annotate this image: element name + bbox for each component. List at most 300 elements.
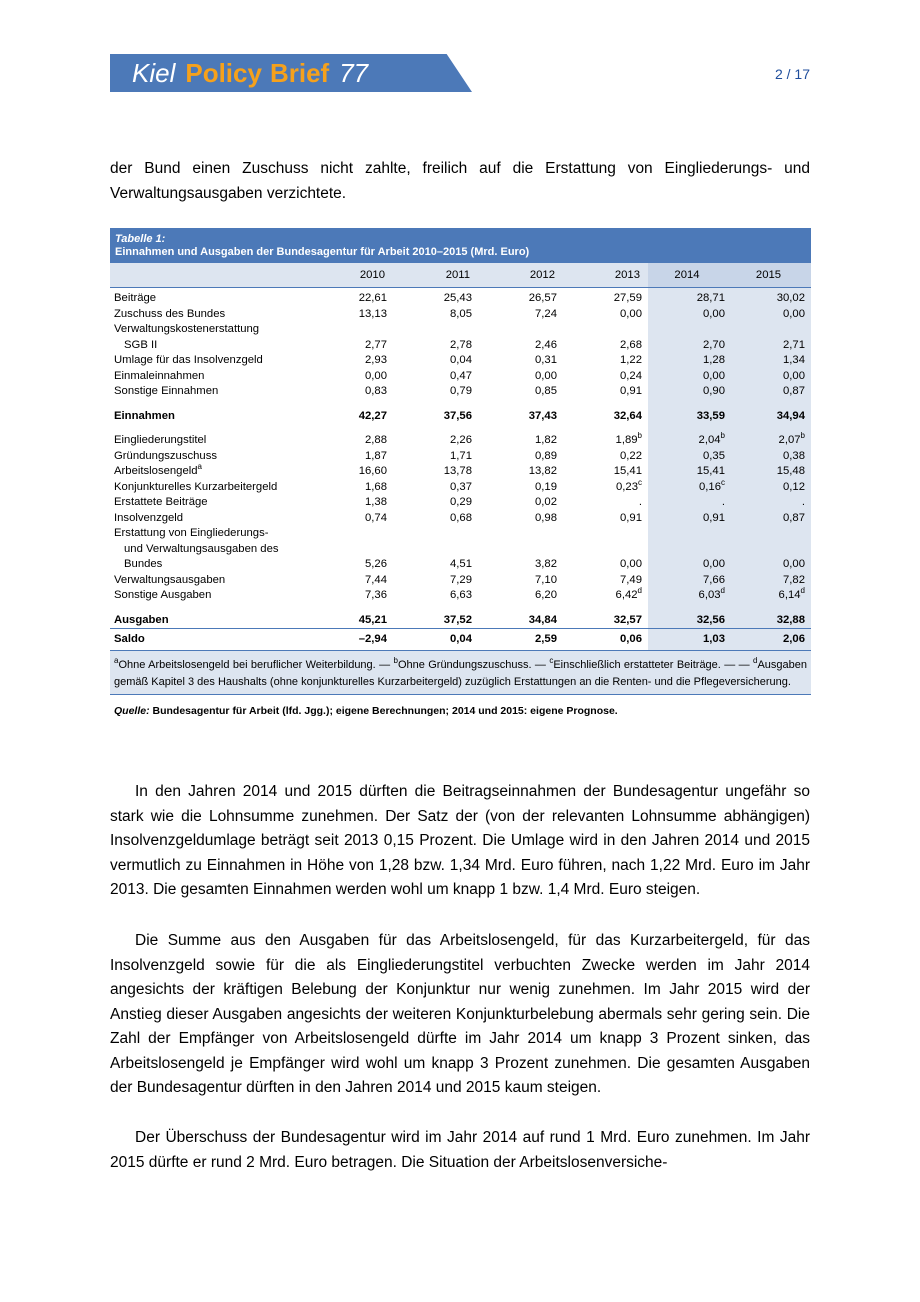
row-label-text: Sonstige Ausgaben bbox=[114, 589, 212, 601]
header-year: 2013 bbox=[563, 263, 648, 288]
value-text: 3,82 bbox=[535, 558, 557, 570]
value-text: 7,82 bbox=[783, 573, 805, 586]
row-label bbox=[110, 526, 308, 542]
value-cell bbox=[478, 449, 563, 465]
spacer-cell bbox=[308, 604, 393, 613]
value-cell bbox=[731, 588, 811, 604]
value-text: –2,94 bbox=[358, 632, 387, 645]
table-row bbox=[110, 449, 811, 465]
footnote-mark: b bbox=[720, 431, 725, 440]
brand-word-kiel: Kiel bbox=[132, 58, 176, 88]
row-label bbox=[110, 573, 308, 589]
value-cell bbox=[478, 307, 563, 323]
value-cell bbox=[308, 542, 393, 558]
value-cell bbox=[731, 433, 811, 449]
value-cell bbox=[648, 384, 731, 400]
value-cell bbox=[308, 480, 393, 496]
value-cell bbox=[731, 384, 811, 400]
value-text: . bbox=[638, 496, 642, 508]
value-cell bbox=[478, 384, 563, 400]
value-text: 0,22 bbox=[620, 449, 642, 462]
value-text: 0,74 bbox=[365, 511, 387, 524]
value-text: 7,66 bbox=[703, 573, 725, 586]
value-cell bbox=[478, 573, 563, 589]
row-label bbox=[110, 384, 308, 400]
row-spacer bbox=[110, 424, 811, 433]
row-label bbox=[110, 480, 308, 496]
table-row bbox=[110, 573, 811, 589]
table-header-row bbox=[110, 263, 811, 288]
value-text: 0,00 bbox=[620, 307, 642, 320]
value-cell bbox=[648, 288, 731, 307]
value-text: 0,00 bbox=[703, 558, 725, 570]
value-text: 7,36 bbox=[365, 589, 387, 601]
spacer-cell bbox=[563, 400, 648, 409]
brand-logo bbox=[132, 56, 368, 90]
footnote-mark: b bbox=[393, 656, 398, 665]
value-cell bbox=[731, 288, 811, 307]
value-text: 0,91 bbox=[620, 511, 642, 524]
footnote-mark: d bbox=[800, 586, 805, 595]
spacer-cell bbox=[110, 400, 308, 409]
value-text: 0,00 bbox=[535, 369, 557, 382]
value-cell bbox=[731, 480, 811, 496]
value-cell bbox=[563, 464, 648, 480]
value-cell bbox=[478, 613, 563, 629]
brand-issue-number: 77 bbox=[339, 58, 369, 88]
value-text: 0,00 bbox=[783, 558, 805, 570]
value-text: 2,06 bbox=[783, 632, 805, 645]
spacer-cell bbox=[648, 604, 731, 613]
spacer-cell bbox=[110, 604, 308, 613]
value-cell bbox=[478, 480, 563, 496]
value-text: 0,79 bbox=[450, 385, 472, 397]
table-row bbox=[110, 511, 811, 527]
row-label bbox=[110, 542, 308, 558]
page-number: 2 / 17 bbox=[774, 66, 810, 82]
value-cell bbox=[731, 322, 811, 338]
value-text: 2,78 bbox=[450, 338, 472, 351]
value-cell bbox=[308, 629, 393, 651]
value-cell bbox=[478, 338, 563, 354]
table-row bbox=[110, 588, 811, 604]
footnote-mark: b bbox=[637, 431, 642, 440]
value-text: 37,43 bbox=[528, 409, 557, 422]
value-cell bbox=[393, 526, 478, 542]
value-text: 7,10 bbox=[535, 573, 557, 586]
value-cell bbox=[731, 557, 811, 573]
value-text: 28,71 bbox=[696, 292, 725, 304]
value-cell bbox=[731, 369, 811, 385]
value-text: 1,68 bbox=[365, 480, 387, 493]
value-text: 42,27 bbox=[358, 409, 387, 422]
value-text: 2,68 bbox=[620, 338, 642, 351]
value-cell bbox=[648, 613, 731, 629]
value-cell bbox=[393, 288, 478, 307]
value-text: 0,04 bbox=[450, 354, 472, 366]
row-label-text: Erstattete Beiträge bbox=[114, 496, 208, 508]
table-title-block bbox=[110, 228, 811, 263]
value-text: 0,91 bbox=[620, 385, 642, 397]
value-text: 0,00 bbox=[783, 307, 805, 320]
row-label-text: Verwaltungskostenerstattung bbox=[114, 323, 260, 335]
body-paragraph: Die Summe aus den Ausgaben für das Arbeitslosengeld, für das Kurzarbeitergeld, für das Insolvenzgeld sowie für die als Eingliederungstitel verbuchten Zwecke werden im Jahr 2014 angesichts der kräftigen Belebung der Konjunktur nur wenig zunehmen. Im Jahr 2015 wird der Anstieg dieser Ausgaben angesichts der weiteren Konjunkturbelebung abermals sehr gering sein. Die Zahl der Empfänger von Arbeitslosengeld dürfte im Jahr 2014 um knapp 3 Prozent sinken, das Arbeitslosengeld je Empfänger wird wohl um knapp 3 Prozent zunehmen. Die gesamten Ausgaben der Bundesagentur dürften in den Jahren 2014 und 2015 kaum steigen. bbox=[110, 932, 810, 1096]
table-row bbox=[110, 613, 811, 629]
row-spacer bbox=[110, 604, 811, 613]
header-year: 2014 bbox=[648, 263, 731, 288]
value-cell bbox=[648, 573, 731, 589]
value-cell bbox=[731, 629, 811, 651]
value-cell bbox=[308, 409, 393, 425]
value-cell bbox=[563, 613, 648, 629]
value-cell bbox=[563, 542, 648, 558]
spacer-cell bbox=[308, 400, 393, 409]
value-cell bbox=[563, 557, 648, 573]
value-text: 0,02 bbox=[535, 496, 557, 508]
value-text: 2,71 bbox=[783, 338, 805, 351]
row-label bbox=[110, 511, 308, 527]
value-text: 2,77 bbox=[365, 338, 387, 351]
value-text: 1,28 bbox=[703, 354, 725, 366]
row-label bbox=[110, 409, 308, 425]
footnote-mark: c bbox=[549, 656, 554, 665]
row-label bbox=[110, 495, 308, 511]
row-label-text: Ausgaben bbox=[114, 613, 169, 626]
header-year: 2015 bbox=[731, 263, 811, 288]
value-text: 0,91 bbox=[703, 511, 725, 524]
value-cell bbox=[478, 542, 563, 558]
value-text: 0,00 bbox=[365, 369, 387, 382]
value-cell bbox=[563, 322, 648, 338]
value-cell bbox=[731, 511, 811, 527]
value-cell bbox=[393, 495, 478, 511]
row-label-text: Beiträge bbox=[114, 292, 157, 304]
footnote-text: Ohne Gründungszuschuss. — bbox=[397, 659, 546, 671]
value-cell bbox=[308, 573, 393, 589]
value-text: 6,03 bbox=[698, 589, 721, 601]
spacer-cell bbox=[563, 424, 648, 433]
value-text: 34,84 bbox=[528, 613, 557, 626]
value-text: 1,34 bbox=[783, 354, 805, 366]
value-cell bbox=[308, 495, 393, 511]
value-cell bbox=[563, 307, 648, 323]
value-text: 0,23 bbox=[616, 480, 638, 493]
table-row bbox=[110, 629, 811, 651]
value-cell bbox=[478, 588, 563, 604]
body-paragraph: Der Überschuss der Bundesagentur wird im Jahr 2014 auf rund 1 Mrd. Euro zunehmen. Im Jahr 2015 dürfte er rund 2 Mrd. Euro betragen. Die Situation der Arbeitslosenversiche- bbox=[110, 1129, 810, 1171]
value-cell bbox=[308, 369, 393, 385]
value-cell bbox=[393, 384, 478, 400]
table-row bbox=[110, 526, 811, 542]
value-text: 45,21 bbox=[358, 613, 387, 626]
value-cell bbox=[563, 449, 648, 465]
spacer-cell bbox=[478, 604, 563, 613]
value-cell bbox=[648, 526, 731, 542]
value-cell bbox=[563, 629, 648, 651]
row-label-text: Erstattung von Eingliederungs- bbox=[114, 527, 269, 539]
value-cell bbox=[563, 526, 648, 542]
value-cell bbox=[563, 573, 648, 589]
value-cell bbox=[393, 409, 478, 425]
table-row bbox=[110, 338, 811, 354]
value-text: 6,20 bbox=[535, 589, 557, 601]
table-row bbox=[110, 409, 811, 425]
value-text: 0,00 bbox=[783, 369, 805, 382]
value-cell bbox=[648, 322, 731, 338]
value-cell bbox=[478, 353, 563, 369]
value-text: 2,04 bbox=[698, 434, 721, 446]
value-text: 1,87 bbox=[365, 449, 387, 462]
header-year: 2010 bbox=[308, 263, 393, 288]
value-cell bbox=[648, 338, 731, 354]
value-cell bbox=[393, 369, 478, 385]
row-label bbox=[110, 449, 308, 465]
row-label-text: Arbeitslosengeld bbox=[114, 465, 198, 477]
value-cell bbox=[393, 338, 478, 354]
value-cell bbox=[648, 588, 731, 604]
table-footnotes: $^a$Ohne Arbeitslosengeld bei beruflicher Weiterbildung. — $^b$Ohne Gründungszuschuss. — $^c$Einschließlich erstatteter Beiträge. — — $^d$Ausgaben gemäß Kapitel 3 des Haushalts (ohne konjunkturelles Kurzarbeitergeld) zuzüglich Erstattungen an die Renten- und die Pflegeversicherung. bbox=[110, 651, 811, 695]
spacer-cell bbox=[648, 424, 731, 433]
footnote-text: Einschließlich erstatteter Beiträge. — bbox=[553, 659, 736, 671]
value-text: 0,06 bbox=[620, 632, 642, 645]
value-cell bbox=[563, 369, 648, 385]
brand-word-brief: Brief bbox=[269, 58, 330, 88]
value-text: 0,98 bbox=[535, 511, 557, 524]
table-row bbox=[110, 353, 811, 369]
spacer-cell bbox=[731, 424, 811, 433]
value-cell bbox=[393, 449, 478, 465]
value-cell bbox=[478, 526, 563, 542]
value-cell bbox=[731, 542, 811, 558]
value-text: 13,78 bbox=[443, 465, 472, 477]
value-text: 32,88 bbox=[776, 613, 805, 626]
value-text: 1,89 bbox=[615, 434, 638, 446]
value-cell bbox=[648, 542, 731, 558]
spacer-cell bbox=[478, 400, 563, 409]
spacer-cell bbox=[308, 424, 393, 433]
value-cell bbox=[393, 613, 478, 629]
value-cell bbox=[563, 353, 648, 369]
value-text: 0,38 bbox=[783, 449, 805, 462]
row-label bbox=[110, 557, 308, 573]
row-label-text: und Verwaltungsausgaben des bbox=[124, 542, 279, 555]
value-text: 1,82 bbox=[535, 434, 557, 446]
value-cell bbox=[478, 433, 563, 449]
table-row bbox=[110, 322, 811, 338]
value-text: 37,52 bbox=[443, 613, 472, 626]
value-cell bbox=[731, 353, 811, 369]
value-cell bbox=[308, 307, 393, 323]
spacer-cell bbox=[393, 604, 478, 613]
value-cell bbox=[563, 384, 648, 400]
value-text: 0,85 bbox=[535, 385, 557, 397]
value-cell bbox=[563, 477, 648, 496]
value-cell bbox=[393, 542, 478, 558]
value-text: 0,31 bbox=[535, 354, 557, 366]
value-text: 1,03 bbox=[703, 632, 725, 645]
value-text: 1,71 bbox=[450, 449, 472, 462]
value-text: 2,88 bbox=[365, 434, 387, 446]
row-label bbox=[110, 322, 308, 338]
source-label: Quelle: bbox=[114, 705, 150, 717]
value-cell bbox=[478, 409, 563, 425]
value-cell bbox=[478, 288, 563, 307]
value-text: 13,13 bbox=[358, 307, 387, 320]
value-text: 26,57 bbox=[528, 292, 557, 304]
value-cell bbox=[308, 449, 393, 465]
value-cell bbox=[563, 338, 648, 354]
value-text: 2,26 bbox=[450, 434, 472, 446]
row-label-text: Umlage für das Insolvenzgeld bbox=[114, 354, 263, 366]
value-cell bbox=[393, 353, 478, 369]
footnote-mark: d bbox=[637, 586, 642, 595]
value-cell bbox=[563, 288, 648, 307]
value-cell bbox=[478, 495, 563, 511]
value-text: 32,64 bbox=[613, 409, 642, 422]
data-table bbox=[110, 263, 811, 651]
row-label-text: Insolvenzgeld bbox=[114, 511, 184, 524]
footnote-mark: c bbox=[721, 477, 725, 487]
value-cell bbox=[563, 409, 648, 425]
value-cell bbox=[308, 464, 393, 480]
value-cell bbox=[393, 322, 478, 338]
value-cell bbox=[393, 511, 478, 527]
row-label-text: Eingliederungstitel bbox=[114, 434, 207, 446]
table-title: Einnahmen und Ausgaben der Bundesagentur für Arbeit 2010–2015 (Mrd. Euro) bbox=[115, 246, 530, 258]
value-text: 2,07 bbox=[778, 434, 801, 446]
value-text: 0,35 bbox=[703, 449, 725, 462]
value-cell bbox=[478, 369, 563, 385]
table-row bbox=[110, 384, 811, 400]
value-text: 6,14 bbox=[778, 589, 801, 601]
table-1 bbox=[110, 228, 811, 717]
footnote-mark: d bbox=[752, 656, 758, 665]
header-empty bbox=[110, 263, 308, 288]
value-text: 0,68 bbox=[450, 511, 472, 524]
value-cell bbox=[563, 433, 648, 449]
footnote-mark: a bbox=[197, 462, 202, 471]
footnote-mark: a bbox=[114, 656, 119, 665]
value-text: 0,83 bbox=[365, 385, 387, 397]
table-row bbox=[110, 369, 811, 385]
value-cell bbox=[478, 511, 563, 527]
brand-word-policy: Policy bbox=[185, 58, 262, 88]
row-label-text: Zuschuss des Bundes bbox=[114, 307, 226, 320]
row-label-text: Konjunkturelles Kurzarbeitergeld bbox=[114, 480, 278, 493]
row-label bbox=[110, 588, 308, 604]
value-cell bbox=[308, 588, 393, 604]
footnote-text: Ausgaben gemäß Kapitel 3 des Haushalts (ohne konjunkturelles Kurzarbeitergeld) zuzüglich Erstattungen an die Renten- und die Pflegeversicherung. bbox=[114, 659, 807, 688]
row-label bbox=[110, 353, 308, 369]
table-row bbox=[110, 307, 811, 323]
value-text: 16,60 bbox=[358, 465, 387, 477]
value-cell bbox=[478, 629, 563, 651]
value-text: 2,93 bbox=[365, 354, 387, 366]
value-text: . bbox=[801, 496, 805, 508]
header-year: 2011 bbox=[393, 263, 478, 288]
value-text: 0,16 bbox=[699, 480, 721, 493]
value-text: 1,22 bbox=[620, 354, 642, 366]
intro-paragraph: der Bund einen Zuschuss nicht zahlte, freilich auf die Erstattung von Eingliederungs- und Verwaltungsausgaben verzichtete. bbox=[110, 160, 810, 202]
value-cell bbox=[731, 573, 811, 589]
table-source bbox=[110, 695, 811, 717]
value-text: 1,38 bbox=[365, 496, 387, 508]
value-cell bbox=[648, 433, 731, 449]
value-cell bbox=[308, 384, 393, 400]
value-text: 8,05 bbox=[450, 307, 472, 320]
value-cell bbox=[393, 557, 478, 573]
value-text: 2,46 bbox=[535, 338, 557, 351]
value-text: 5,26 bbox=[365, 558, 387, 570]
value-text: 0,29 bbox=[450, 496, 472, 508]
value-cell bbox=[478, 322, 563, 338]
value-cell bbox=[478, 557, 563, 573]
value-cell bbox=[393, 480, 478, 496]
value-cell bbox=[731, 307, 811, 323]
value-text: 6,63 bbox=[450, 589, 472, 601]
value-text: 32,56 bbox=[696, 613, 725, 626]
value-text: 7,29 bbox=[450, 573, 472, 586]
value-text: 0,90 bbox=[703, 385, 725, 397]
value-cell bbox=[308, 322, 393, 338]
value-text: 15,41 bbox=[613, 465, 642, 477]
spacer-cell bbox=[478, 424, 563, 433]
footnote-mark: d bbox=[720, 586, 725, 595]
footnote-mark: c bbox=[638, 477, 642, 487]
value-text: 22,61 bbox=[358, 292, 387, 304]
value-cell bbox=[308, 511, 393, 527]
spacer-cell bbox=[563, 604, 648, 613]
table-row bbox=[110, 288, 811, 307]
value-text: 0,24 bbox=[620, 369, 642, 382]
value-cell bbox=[308, 353, 393, 369]
value-cell bbox=[563, 495, 648, 511]
value-cell bbox=[648, 477, 731, 496]
value-text: 0,00 bbox=[703, 307, 725, 320]
value-text: 7,24 bbox=[535, 307, 557, 320]
value-text: 0,04 bbox=[450, 632, 472, 645]
value-text: 37,56 bbox=[443, 409, 472, 422]
value-cell bbox=[648, 557, 731, 573]
header-year: 2012 bbox=[478, 263, 563, 288]
value-cell bbox=[731, 495, 811, 511]
table-row bbox=[110, 480, 811, 496]
table-row bbox=[110, 542, 811, 558]
value-cell bbox=[393, 629, 478, 651]
value-cell bbox=[648, 449, 731, 465]
row-label-text: Sonstige Einnahmen bbox=[114, 385, 219, 397]
value-cell bbox=[731, 464, 811, 480]
row-label bbox=[110, 613, 308, 629]
value-cell bbox=[563, 511, 648, 527]
value-text: 4,51 bbox=[450, 558, 472, 570]
row-label bbox=[110, 288, 308, 307]
spacer-cell bbox=[731, 604, 811, 613]
row-label bbox=[110, 307, 308, 323]
table-row bbox=[110, 557, 811, 573]
value-text: 0,87 bbox=[783, 385, 805, 397]
value-text: 0,19 bbox=[535, 480, 557, 493]
row-label-text: Verwaltungsausgaben bbox=[114, 573, 226, 586]
value-cell bbox=[308, 557, 393, 573]
row-label bbox=[110, 338, 308, 354]
value-cell bbox=[648, 353, 731, 369]
row-label bbox=[110, 369, 308, 385]
value-cell bbox=[731, 526, 811, 542]
value-cell bbox=[563, 588, 648, 604]
value-cell bbox=[648, 464, 731, 480]
row-label bbox=[110, 433, 308, 449]
